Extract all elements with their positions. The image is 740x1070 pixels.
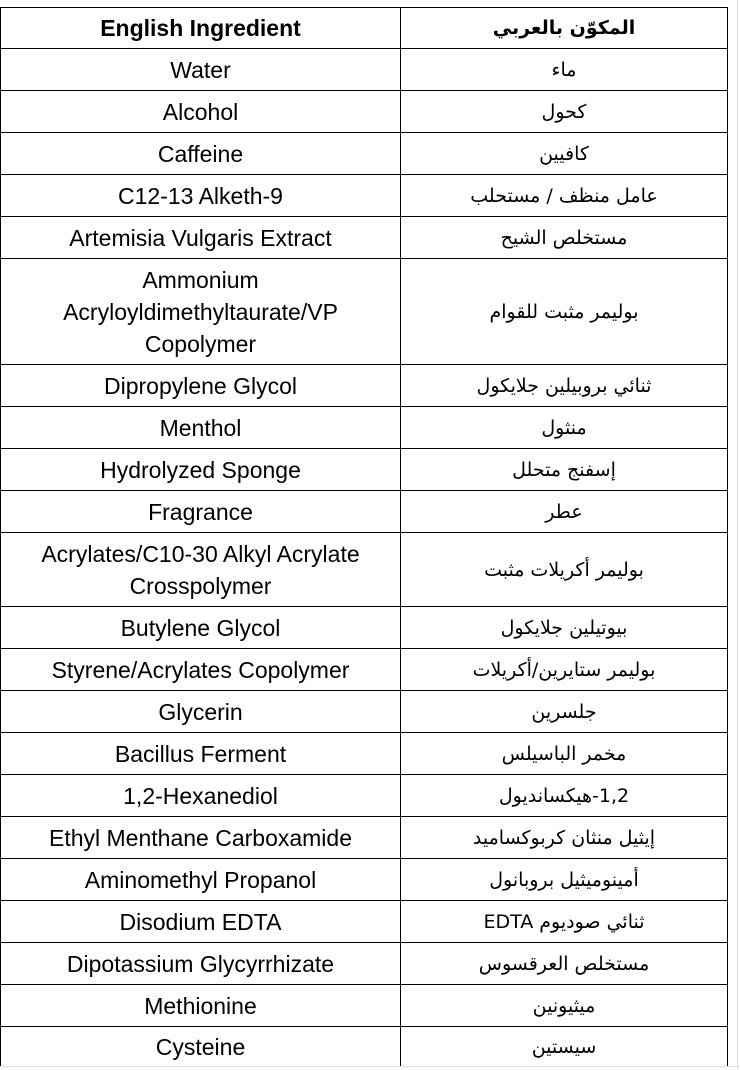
cell-english[interactable]: Glycerin	[1, 691, 401, 733]
cell-english[interactable]: Ammonium Acryloyldimethyltaurate/VP Copolymer	[1, 259, 401, 365]
cell-english[interactable]: 1,2-Hexanediol	[1, 775, 401, 817]
cell-arabic[interactable]: ثنائي بروبيلين جلايكول	[401, 365, 728, 407]
cell-english[interactable]: Dipotassium Glycyrrhizate	[1, 943, 401, 985]
cell-english[interactable]: Styrene/Acrylates Copolymer	[1, 649, 401, 691]
cell-english[interactable]: Artemisia Vulgaris Extract	[1, 217, 401, 259]
table-row	[1, 49, 728, 91]
cell-arabic[interactable]: عامل منظف / مستحلب	[401, 175, 728, 217]
cell-english[interactable]: Ethyl Menthane Carboxamide	[1, 817, 401, 859]
cell-english[interactable]: Bacillus Ferment	[1, 733, 401, 775]
sheet-right-edge	[737, 0, 738, 1070]
cell-english[interactable]: Dipropylene Glycol	[1, 365, 401, 407]
sheet-bottom-edge	[0, 1066, 740, 1067]
table-row	[1, 175, 728, 217]
cell-english[interactable]: Menthol	[1, 407, 401, 449]
cell-english[interactable]: Disodium EDTA	[1, 901, 401, 943]
cell-arabic[interactable]: بوليمر مثبت للقوام	[401, 259, 728, 365]
cell-english[interactable]: Fragrance	[1, 491, 401, 533]
cell-english[interactable]: Aminomethyl Propanol	[1, 859, 401, 901]
table-row	[1, 365, 728, 407]
cell-english[interactable]: C12-13 Alketh-9	[1, 175, 401, 217]
table-row	[1, 133, 728, 175]
table-row	[1, 607, 728, 649]
table-row	[1, 985, 728, 1027]
cell-arabic[interactable]: إيثيل منثان كربوكساميد	[401, 817, 728, 859]
cell-arabic[interactable]: ميثيونين	[401, 985, 728, 1027]
table-row	[1, 217, 728, 259]
table-row	[1, 259, 728, 365]
table-row	[1, 533, 728, 607]
header-row	[1, 8, 728, 49]
cell-arabic[interactable]: إسفنج متحلل	[401, 449, 728, 491]
cell-arabic[interactable]: ثنائي صوديوم EDTA	[401, 901, 728, 943]
table-row	[1, 407, 728, 449]
cell-english[interactable]: Hydrolyzed Sponge	[1, 449, 401, 491]
cell-arabic[interactable]: 1,2-هيكسانديول	[401, 775, 728, 817]
header-english[interactable]: English Ingredient	[1, 8, 401, 49]
cell-english[interactable]: Cysteine	[1, 1027, 401, 1068]
table-row	[1, 733, 728, 775]
table-row	[1, 1027, 728, 1068]
cell-arabic[interactable]: منثول	[401, 407, 728, 449]
cell-arabic[interactable]: بيوتيلين جلايكول	[401, 607, 728, 649]
table-row	[1, 775, 728, 817]
cell-english[interactable]: Water	[1, 49, 401, 91]
table-row	[1, 817, 728, 859]
table-row	[1, 691, 728, 733]
cell-arabic[interactable]: مستخلص العرقسوس	[401, 943, 728, 985]
cell-arabic[interactable]: بوليمر أكريلات مثبت	[401, 533, 728, 607]
table-row	[1, 943, 728, 985]
cell-arabic[interactable]: كافيين	[401, 133, 728, 175]
cell-english[interactable]: Alcohol	[1, 91, 401, 133]
cell-arabic[interactable]: كحول	[401, 91, 728, 133]
cell-arabic[interactable]: مستخلص الشيح	[401, 217, 728, 259]
cell-english[interactable]: Methionine	[1, 985, 401, 1027]
table-row	[1, 91, 728, 133]
cell-arabic[interactable]: مخمر الباسيلس	[401, 733, 728, 775]
cell-arabic[interactable]: سيستين	[401, 1027, 728, 1068]
ingredients-table	[0, 7, 728, 1067]
cell-arabic[interactable]: أمينوميثيل بروبانول	[401, 859, 728, 901]
cell-arabic[interactable]: جلسرين	[401, 691, 728, 733]
table-row	[1, 901, 728, 943]
table-row	[1, 859, 728, 901]
cell-english[interactable]: Acrylates/C10-30 Alkyl Acrylate Crosspolymer	[1, 533, 401, 607]
table-row	[1, 449, 728, 491]
cell-arabic[interactable]: بوليمر ستايرين/أكريلات	[401, 649, 728, 691]
cell-english[interactable]: Butylene Glycol	[1, 607, 401, 649]
cell-arabic[interactable]: ماء	[401, 49, 728, 91]
table-row	[1, 491, 728, 533]
cell-english[interactable]: Caffeine	[1, 133, 401, 175]
header-arabic[interactable]: المكوّن بالعربي	[401, 8, 728, 49]
table-row	[1, 649, 728, 691]
cell-arabic[interactable]: عطر	[401, 491, 728, 533]
